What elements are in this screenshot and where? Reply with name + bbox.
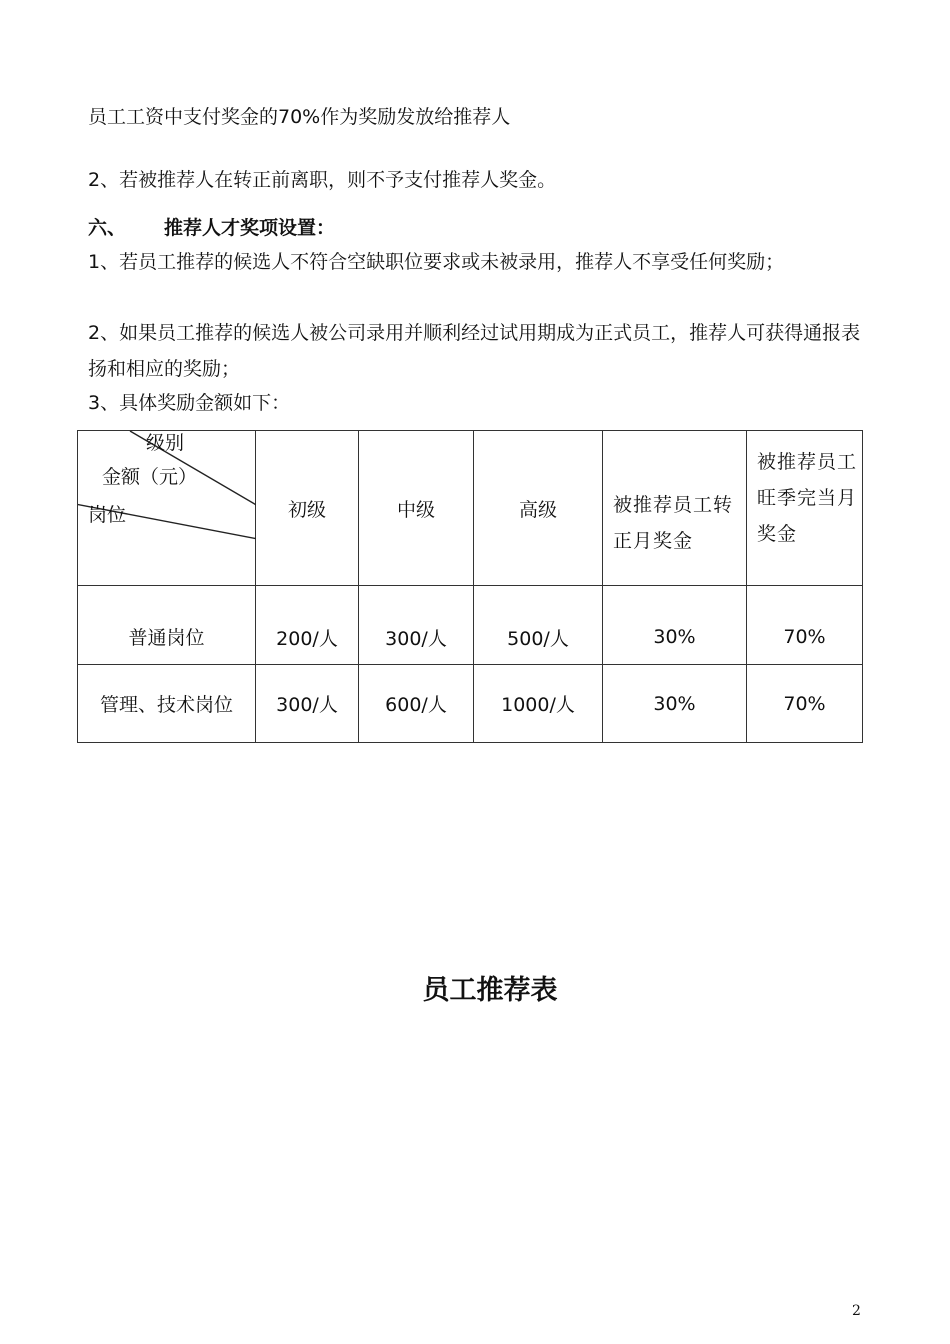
table-row [78, 665, 863, 743]
corner-amount-label: 金额（元） [102, 466, 198, 488]
paragraph-rule-2: 2、如果员工推荐的候选人被公司录用并顺利经过试用期成为正式员工，推荐人可获得通报表扬和相应的奖励； [88, 322, 861, 380]
header-senior: 高级 [474, 431, 603, 586]
paragraph-rule-3: 3、具体奖励金额如下： [88, 392, 291, 414]
header-middle: 中级 [359, 431, 474, 586]
table-cell: 30% [603, 665, 747, 743]
table-cell: 1000/人 [474, 665, 603, 743]
section-heading [88, 210, 868, 246]
row-post-label: 普通岗位 [78, 586, 256, 665]
paragraph-bonus-share: 员工工资中支付奖金的70%作为奖励发放给推荐人 [88, 106, 511, 128]
paragraph-resign-rule: 2、若被推荐人在转正前离职，则不予支付推荐人奖金。 [88, 169, 557, 191]
row-post-label: 管理、技术岗位 [78, 665, 256, 743]
paragraph-rule-1: 1、若员工推荐的候选人不符合空缺职位要求或未被录用，推荐人不享受任何奖励； [88, 251, 785, 273]
header-peak-season-bonus: 被推荐员工旺季完当月奖金 [747, 431, 863, 586]
table-cell: 300/人 [359, 586, 474, 665]
section-title: 推荐人才奖项设置： [164, 217, 336, 239]
corner-level-label: 级别 [146, 432, 185, 454]
form-title: 员工推荐表 [422, 975, 558, 1006]
table-cell: 600/人 [359, 665, 474, 743]
table-row [78, 586, 863, 665]
table-cell: 300/人 [256, 665, 359, 743]
reward-table [77, 430, 863, 743]
corner-header-cell [78, 431, 256, 586]
table-cell: 200/人 [256, 586, 359, 665]
table-header-row [78, 431, 863, 586]
header-regularization-bonus: 被推荐员工转正月奖金 [603, 431, 747, 586]
table-cell: 70% [747, 586, 863, 665]
page-number: 2 [852, 1303, 861, 1319]
header-junior: 初级 [256, 431, 359, 586]
table-cell: 70% [747, 665, 863, 743]
table-cell: 500/人 [474, 586, 603, 665]
corner-post-label: 岗位 [88, 504, 127, 526]
table-cell: 30% [603, 586, 747, 665]
section-number: 六、 [88, 217, 127, 239]
